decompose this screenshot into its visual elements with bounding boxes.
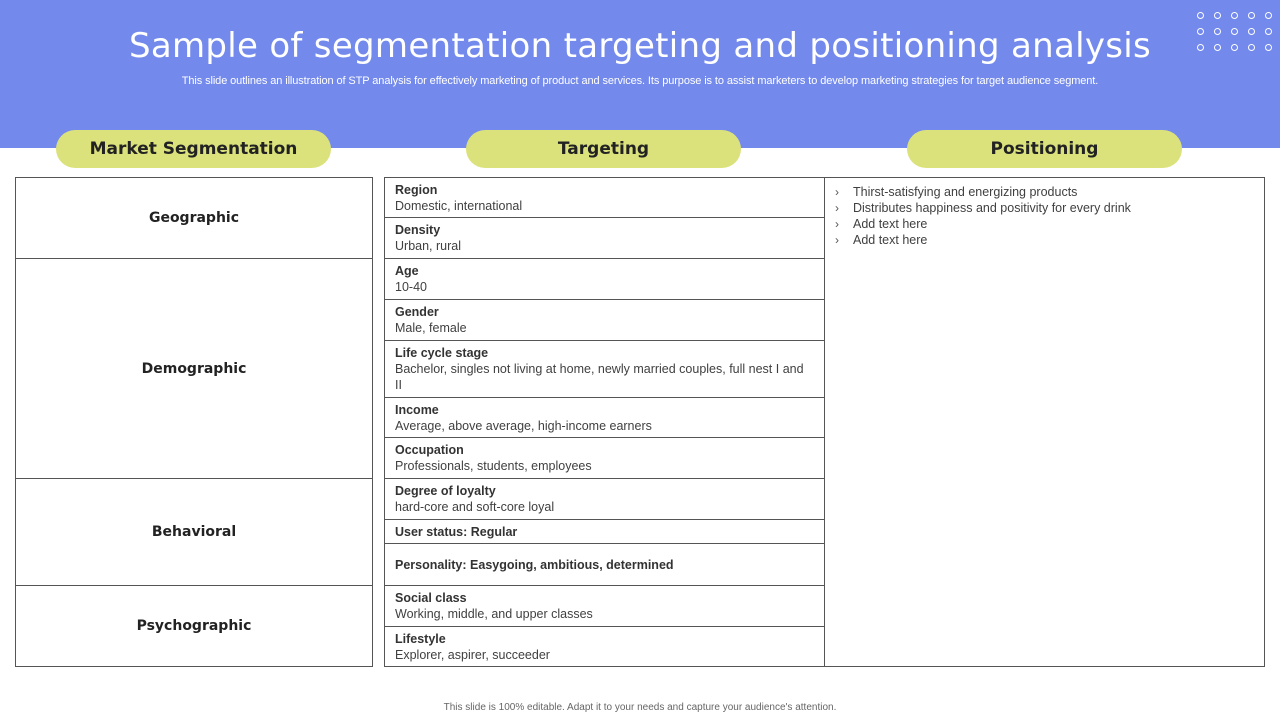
targeting-density (384, 217, 825, 259)
targeting-degree-of-loyalty (384, 478, 825, 520)
targeting-detail: Professionals, students, employees (395, 459, 592, 473)
targeting-detail: Explorer, aspirer, succeeder (395, 648, 550, 662)
chevron-right-icon: › (835, 217, 839, 231)
chevron-right-icon: › (835, 233, 839, 247)
slide-title: Sample of segmentation targeting and positioning analysis (128, 26, 1152, 66)
header-band (0, 0, 1280, 148)
slide-subtitle: This slide outlines an illustration of STP analysis for effectively marketing of product and services. Its purpose is to assist marketers to develop marketing strategies for target audience segment. (181, 75, 1099, 87)
footer-note: This slide is 100% editable. Adapt it to your needs and capture your audience's attention. (443, 702, 837, 713)
segment-geographic: Geographic (15, 177, 373, 259)
targeting-heading: Age (395, 264, 419, 278)
positioning-text: Add text here (853, 217, 928, 231)
targeting-social-class (384, 585, 825, 627)
segment-demographic: Demographic (15, 258, 373, 479)
list-item (835, 200, 1254, 216)
targeting-heading: Gender (395, 305, 439, 319)
targeting-heading: Region (395, 183, 438, 197)
targeting-detail: Working, middle, and upper classes (395, 607, 593, 621)
targeting-heading: Income (395, 403, 439, 417)
list-item (835, 184, 1254, 200)
targeting-user-status (384, 519, 825, 544)
chevron-right-icon: › (835, 185, 839, 199)
targeting-income (384, 397, 825, 438)
market-segmentation-header: Market Segmentation (56, 130, 331, 168)
targeting-lifestyle (384, 626, 825, 667)
targeting-heading: Lifestyle (395, 632, 446, 646)
segment-behavioral: Behavioral (15, 478, 373, 586)
chevron-right-icon: › (835, 201, 839, 215)
targeting-detail: 10-40 (395, 280, 427, 294)
targeting-age (384, 258, 825, 300)
targeting-heading: Occupation (395, 443, 464, 457)
targeting-detail: Bachelor, singles not living at home, newly married couples, full nest I and II (395, 362, 804, 392)
dot-grid-icon (1197, 12, 1277, 56)
targeting-heading: Degree of loyalty (395, 484, 496, 498)
targeting-detail: Male, female (395, 321, 467, 335)
targeting-life-cycle-stage (384, 340, 825, 398)
targeting-detail: Urban, rural (395, 239, 461, 253)
positioning-box (824, 177, 1265, 667)
targeting-heading: Density (395, 223, 441, 237)
positioning-text: Distributes happiness and positivity for every drink (853, 201, 1131, 215)
targeting-heading: Social class (395, 591, 467, 605)
list-item (835, 232, 1254, 248)
targeting-detail: Domestic, international (395, 199, 523, 213)
targeting-occupation (384, 437, 825, 479)
targeting-heading: Life cycle stage (395, 346, 489, 360)
targeting-heading: User status: Regular (395, 524, 518, 539)
targeting-heading: Personality: Easygoing, ambitious, determined (395, 557, 674, 572)
segment-psychographic: Psychographic (15, 585, 373, 667)
targeting-detail: Average, above average, high-income earners (395, 419, 652, 433)
positioning-header: Positioning (907, 130, 1182, 168)
list-item (835, 216, 1254, 232)
targeting-personality (384, 543, 825, 586)
positioning-text: Add text here (853, 233, 928, 247)
positioning-text: Thirst-satisfying and energizing products (853, 185, 1078, 199)
targeting-header: Targeting (466, 130, 741, 168)
targeting-gender (384, 299, 825, 341)
targeting-region (384, 177, 825, 218)
targeting-detail: hard-core and soft-core loyal (395, 500, 555, 514)
